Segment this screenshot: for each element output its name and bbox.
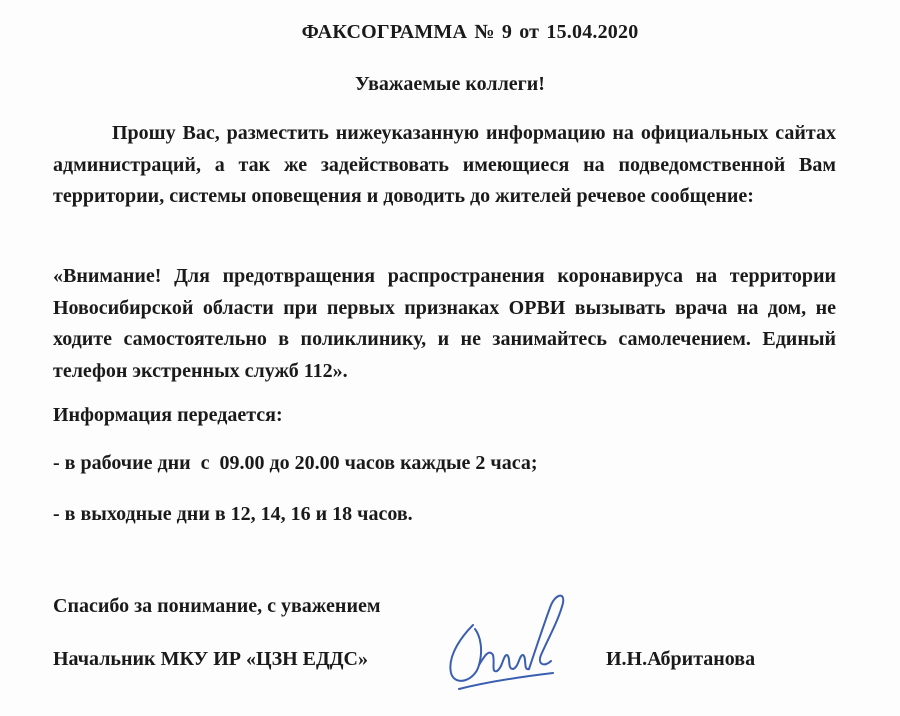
- schedule-weekdays: - в рабочие дни с 09.00 до 20.00 часов каждые 2 часа;: [53, 452, 538, 474]
- greeting: Уважаемые коллеги!: [355, 73, 545, 95]
- handwritten-signature: [433, 585, 583, 695]
- request-paragraph: Прошу Вас, разместить нижеуказанную информацию на официальных сайтах администраций, а так же задействовать имеющиеся на подведомственной Вам территории, системы оповещения и доводить до жителей речевое сообщение:: [53, 122, 836, 207]
- document-title: ФАКСОГРАММА № 9 от 15.04.2020: [301, 21, 639, 43]
- info-header: Информация передается:: [53, 404, 283, 426]
- announcement-message: «Внимание! Для предотвращения распространения коронавируса на территории Новосибирской области при первых признаках ОРВИ вызывать врача на дом, не ходите самостоятельно в поликлинику, и не занимайтесь самолечением. Единый телефон экстренных служб 112».: [53, 265, 836, 382]
- schedule-weekends: - в выходные дни в 12, 14, 16 и 18 часов.: [53, 503, 413, 525]
- signer-name: И.Н.Абританова: [606, 648, 756, 670]
- closing-text: Спасибо за понимание, с уважением: [53, 595, 381, 617]
- signer-position: Начальник МКУ ИР «ЦЗН ЕДДС»: [53, 648, 368, 670]
